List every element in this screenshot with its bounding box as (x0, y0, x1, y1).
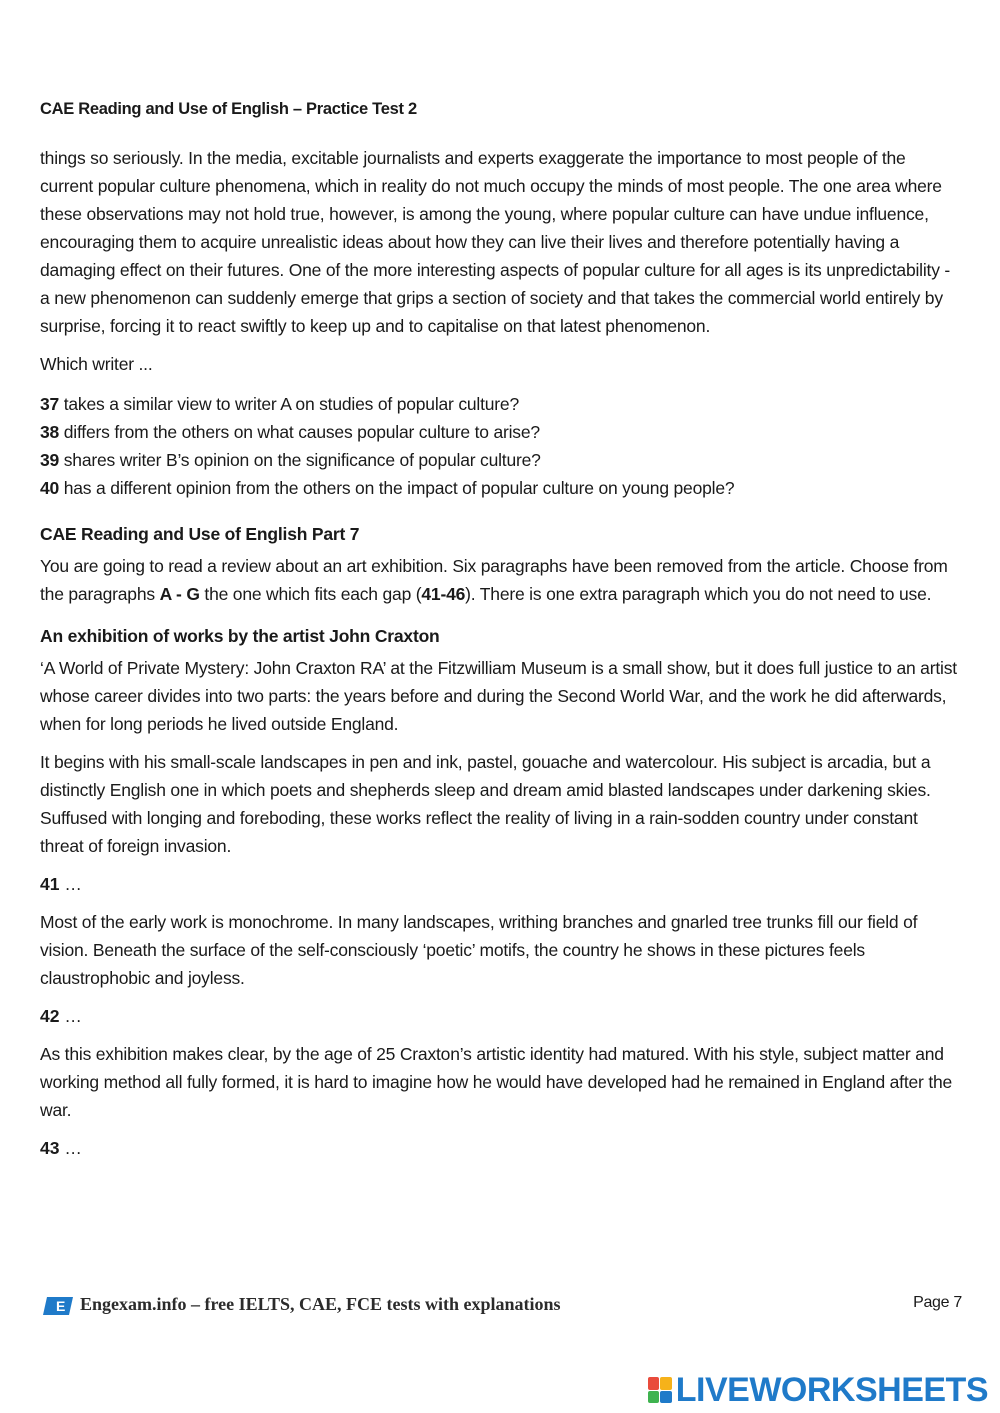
which-writer-prompt: Which writer ... (40, 354, 153, 374)
liveworksheets-text: LIVEWORKSHEETS (675, 1370, 988, 1409)
page-number: Page 7 (913, 1294, 962, 1311)
page-footer (40, 1292, 962, 1318)
passage-end: things so seriously. In the media, excitable journalists and experts exaggerate the importance to most people of the current popular culture phenomena, which in reality do not much occupy the minds of most people. The one area where these observations may not hold true, however, is among the young, where popular culture can have undue influence, encouraging them to acquire unrealistic ideas about how they can live their lives and therefore potentially having a damaging effect on their futures. One of the more interesting aspects of popular culture for all ages is its unpredictability - a new phenomenon can suddenly emerge that grips a section of society and that takes the commercial world entirely by surprise, forcing it to react swiftly to keep up and to capitalise on that latest phenomenon. (40, 148, 951, 336)
header-title: CAE Reading and Use of English – Practice Test 2 (40, 100, 417, 118)
part7-instructions: You are going to read a review about an art exhibition. Six paragraphs have been removed from the article. Choose from the paragraphs A - G the one which fits each gap (41-46). There is one extra paragraph which you do not need to use. (40, 556, 948, 604)
article-title: An exhibition of works by the artist John Craxton (40, 626, 440, 646)
question-list (40, 390, 962, 502)
liveworksheets-logo-icon (648, 1377, 672, 1403)
article-paragraph-1: ‘A World of Private Mystery: John Craxton RA’ at the Fitzwilliam Museum is a small show, but it does full justice to an artist whose career divides into two parts: the years before and during the Second World War, and the work he did afterwards, when for long periods he lived outside England. (40, 658, 957, 734)
page-header (40, 100, 417, 119)
engexam-logo-icon (43, 1297, 73, 1315)
article-paragraph-4: As this exhibition makes clear, by the age of 25 Craxton’s artistic identity had matured. With his style, subject matter and working method all fully formed, it is hard to imagine how he would have developed had he remained in England after the war. (40, 1044, 953, 1120)
question-38: 38 differs from the others on what causes popular culture to arise? (40, 422, 540, 442)
liveworksheets-brand[interactable] (648, 1370, 988, 1410)
gap-43[interactable]: 43 … (40, 1138, 82, 1158)
question-40: 40 has a different opinion from the others on the impact of popular culture on young people? (40, 478, 735, 498)
gap-41[interactable]: 41 … (40, 874, 82, 894)
article-paragraph-2: It begins with his small-scale landscapes in pen and ink, pastel, gouache and watercolour. His subject is arcadia, but a distinctly English one in which poets and shepherds sleep and dream amid blasted landscapes under darkening skies. Suffused with longing and foreboding, these works reflect the reality of living in a rain-sodden country under constant threat of foreign invasion. (40, 752, 931, 856)
question-39: 39 shares writer B’s opinion on the significance of popular culture? (40, 450, 541, 470)
article-paragraph-3: Most of the early work is monochrome. In many landscapes, writhing branches and gnarled tree trunks fill our field of vision. Beneath the surface of the self-consciously ‘poetic’ motifs, the country he shows in these pictures feels claustrophobic and joyless. (40, 912, 918, 988)
gap-42[interactable]: 42 … (40, 1006, 82, 1026)
svg-text:E: E (56, 1298, 66, 1314)
part7-heading: CAE Reading and Use of English Part 7 (40, 524, 360, 544)
page-content (40, 144, 962, 1172)
footer-site-text[interactable]: Engexam.info – free IELTS, CAE, FCE tests with explanations (80, 1294, 561, 1314)
question-37: 37 takes a similar view to writer A on studies of popular culture? (40, 394, 520, 414)
